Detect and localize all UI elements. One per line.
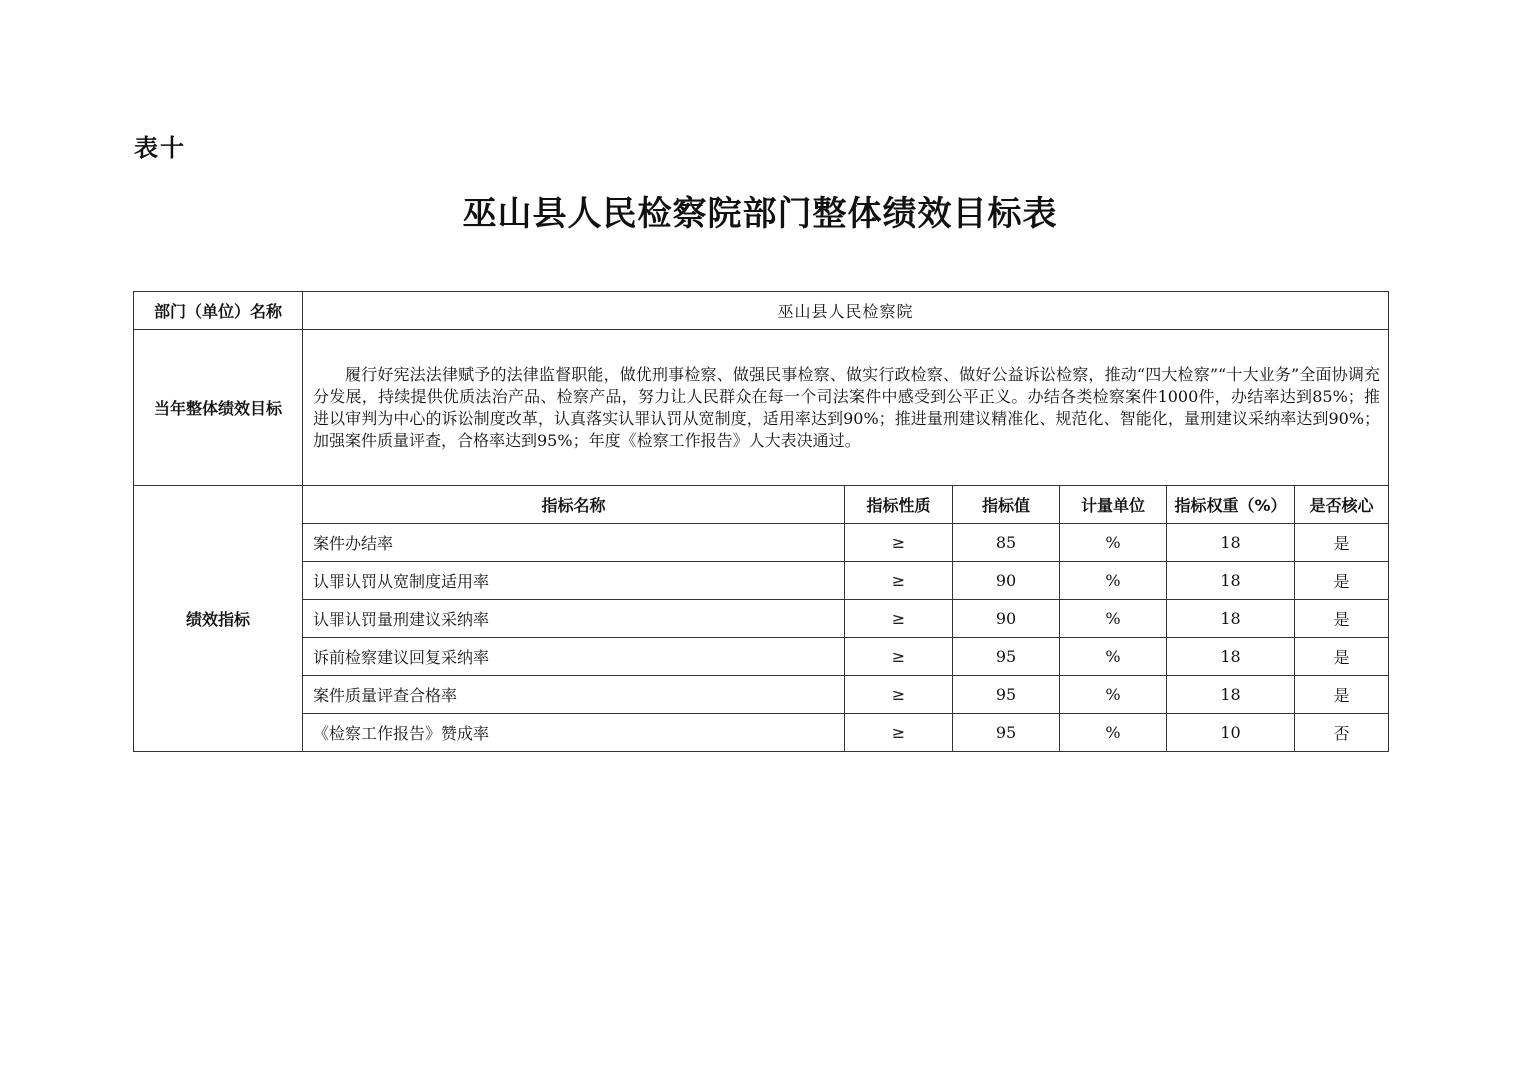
indicator-nature-header: 指标性质 bbox=[845, 486, 953, 524]
indicator-weight: 18 bbox=[1167, 600, 1295, 638]
indicator-weight: 18 bbox=[1167, 638, 1295, 676]
table-row bbox=[134, 562, 1389, 600]
indicator-weight: 18 bbox=[1167, 562, 1295, 600]
indicator-name-header: 指标名称 bbox=[303, 486, 845, 524]
department-name-label: 部门（单位）名称 bbox=[134, 292, 303, 330]
indicator-nature: ≥ bbox=[845, 714, 953, 752]
indicator-value: 95 bbox=[953, 676, 1060, 714]
performance-indicators-label: 绩效指标 bbox=[134, 486, 303, 752]
indicator-weight: 18 bbox=[1167, 676, 1295, 714]
table-row bbox=[134, 638, 1389, 676]
indicator-core-header: 是否核心 bbox=[1295, 486, 1389, 524]
indicator-unit: % bbox=[1060, 676, 1167, 714]
page-title: 巫山县人民检察院部门整体绩效目标表 bbox=[462, 194, 1058, 234]
annual-goal-row bbox=[134, 330, 1389, 486]
indicator-unit-header: 计量单位 bbox=[1060, 486, 1167, 524]
indicator-core: 否 bbox=[1295, 714, 1389, 752]
indicator-name: 诉前检察建议回复采纳率 bbox=[303, 638, 845, 676]
indicator-nature: ≥ bbox=[845, 562, 953, 600]
indicator-unit: % bbox=[1060, 638, 1167, 676]
indicator-weight-header: 指标权重（%） bbox=[1167, 486, 1295, 524]
indicator-nature: ≥ bbox=[845, 524, 953, 562]
indicator-header-row bbox=[134, 486, 1389, 524]
table-row bbox=[134, 600, 1389, 638]
indicator-value: 90 bbox=[953, 600, 1060, 638]
indicator-name: 案件办结率 bbox=[303, 524, 845, 562]
indicator-unit: % bbox=[1060, 562, 1167, 600]
table-row bbox=[134, 714, 1389, 752]
indicator-name: 《检察工作报告》赞成率 bbox=[303, 714, 845, 752]
indicator-unit: % bbox=[1060, 714, 1167, 752]
indicator-core: 是 bbox=[1295, 524, 1389, 562]
annual-goal-label: 当年整体绩效目标 bbox=[134, 330, 303, 486]
indicator-value-header: 指标值 bbox=[953, 486, 1060, 524]
table-number-label: 表十 bbox=[134, 134, 186, 162]
indicator-nature: ≥ bbox=[845, 638, 953, 676]
indicator-core: 是 bbox=[1295, 638, 1389, 676]
indicator-name: 认罪认罚量刑建议采纳率 bbox=[303, 600, 845, 638]
department-name-value: 巫山县人民检察院 bbox=[303, 292, 1389, 330]
indicator-value: 95 bbox=[953, 714, 1060, 752]
indicator-weight: 10 bbox=[1167, 714, 1295, 752]
indicator-core: 是 bbox=[1295, 562, 1389, 600]
indicator-value: 95 bbox=[953, 638, 1060, 676]
indicator-name: 认罪认罚从宽制度适用率 bbox=[303, 562, 845, 600]
indicator-name: 案件质量评查合格率 bbox=[303, 676, 845, 714]
table-row bbox=[134, 676, 1389, 714]
indicator-value: 85 bbox=[953, 524, 1060, 562]
indicator-weight: 18 bbox=[1167, 524, 1295, 562]
indicator-core: 是 bbox=[1295, 600, 1389, 638]
performance-goal-table bbox=[133, 291, 1389, 752]
indicator-unit: % bbox=[1060, 524, 1167, 562]
indicator-core: 是 bbox=[1295, 676, 1389, 714]
department-name-row bbox=[134, 292, 1389, 330]
indicator-value: 90 bbox=[953, 562, 1060, 600]
table-row bbox=[134, 524, 1389, 562]
indicator-nature: ≥ bbox=[845, 676, 953, 714]
indicator-nature: ≥ bbox=[845, 600, 953, 638]
indicator-unit: % bbox=[1060, 600, 1167, 638]
annual-goal-text: 履行好宪法法律赋予的法律监督职能，做优刑事检察、做强民事检察、做实行政检察、做好公益诉讼检察，推动“四大检察”“十大业务”全面协调充分发展，持续提供优质法治产品、检察产品，努力让人民群众在每一个司法案件中感受到公平正义。办结各类检察案件1000件，办结率达到85%；推进以审判为中心的诉讼制度改革，认真落实认罪认罚从宽制度，适用率达到90%；推进量刑建议精准化、规范化、智能化，量刑建议采纳率达到90%；加强案件质量评查，合格率达到95%；年度《检察工作报告》人大表决通过。 bbox=[303, 330, 1389, 486]
